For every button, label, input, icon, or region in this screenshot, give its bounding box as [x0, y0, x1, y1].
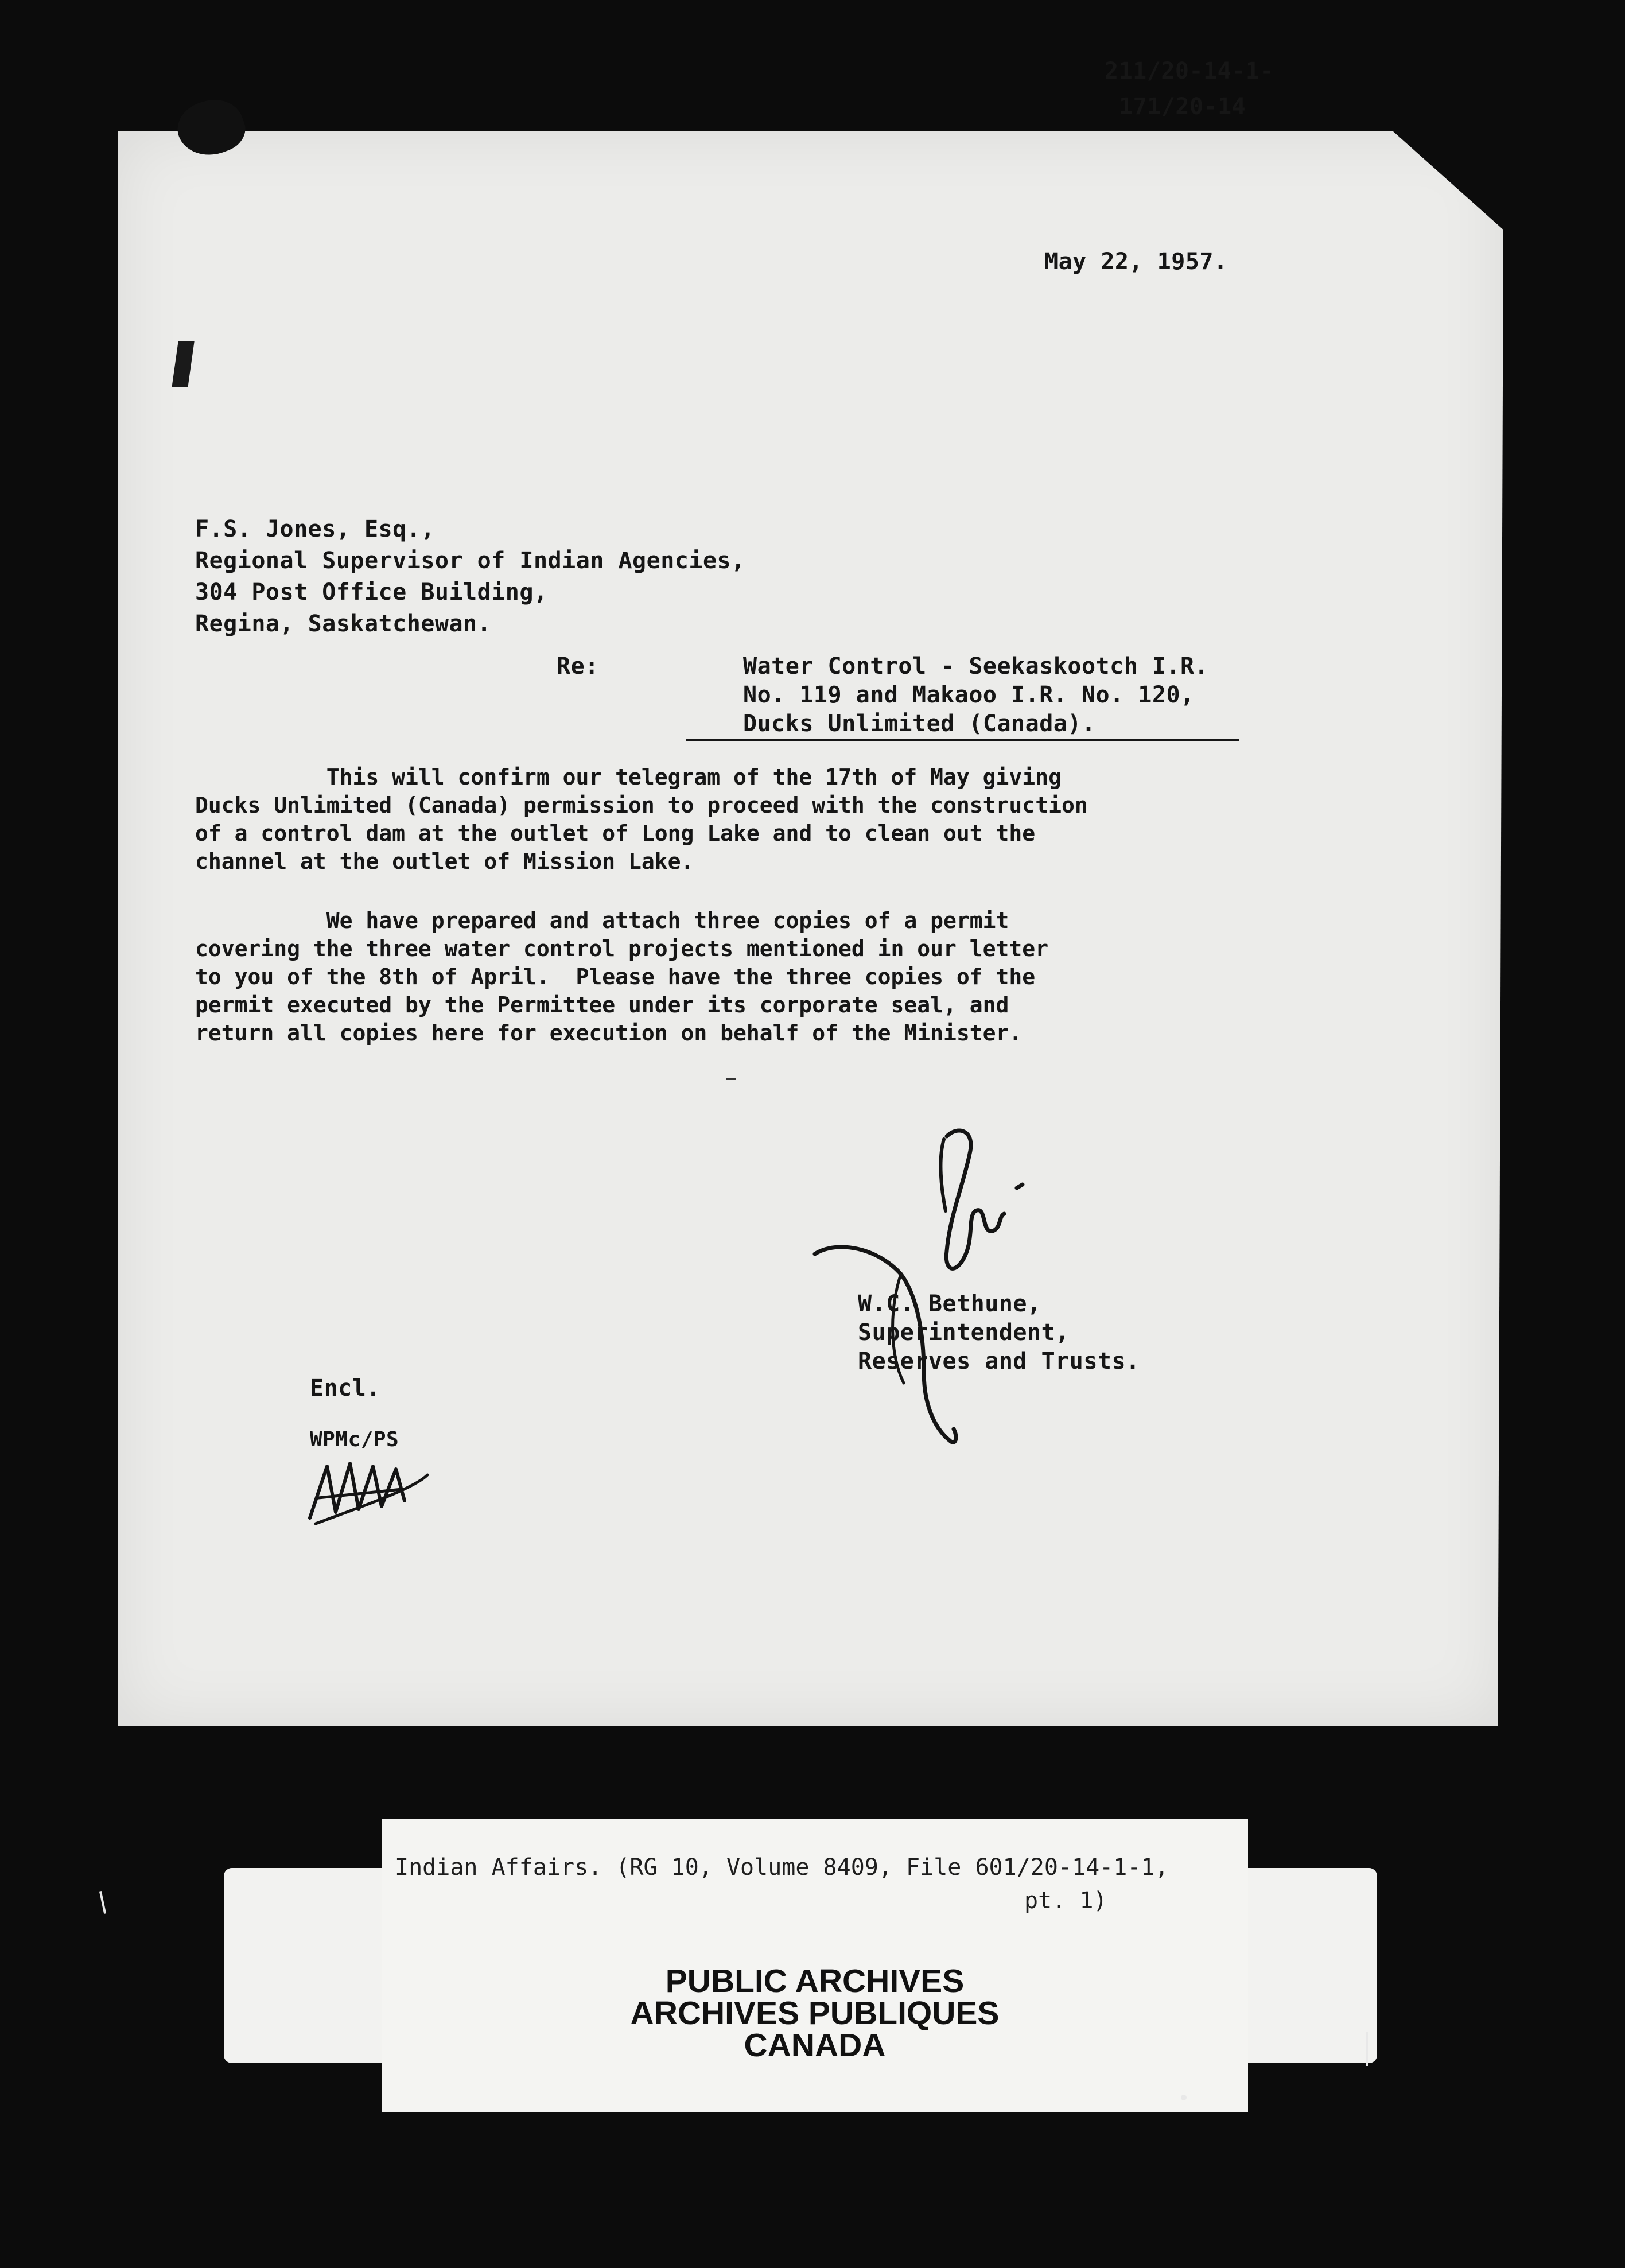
- subject-underline: [686, 739, 1239, 741]
- archives-heading-fr: ARCHIVES PUBLIQUES: [630, 1995, 1000, 2032]
- file-reference-1: 211/20-14-1-: [1105, 58, 1274, 84]
- film-speck: [99, 1891, 106, 1914]
- signatory-department: Reserves and Trusts.: [858, 1348, 1140, 1374]
- archives-heading-country: CANADA: [744, 2027, 886, 2064]
- paragraph-line: return all copies here for execution on behalf of the Minister.: [195, 1020, 1023, 1046]
- film-speck: [1366, 2032, 1368, 2066]
- film-speck: [1181, 2095, 1187, 2100]
- archive-reference-continued: pt. 1): [1024, 1888, 1107, 1914]
- recipient-name: F.S. Jones, Esq.,: [195, 516, 435, 542]
- subject-line: Ducks Unlimited (Canada).: [743, 710, 1096, 737]
- stray-mark: [726, 1078, 736, 1080]
- paragraph-line: channel at the outlet of Mission Lake.: [195, 849, 694, 874]
- letter-date: May 22, 1957.: [1044, 248, 1228, 275]
- body-paragraph-2: [195, 907, 1285, 1047]
- subject-line: Water Control - Seekaskootch I.R.: [743, 653, 1209, 679]
- paragraph-line: of a control dam at the outlet of Long Lake and to clean out the: [195, 821, 1036, 846]
- subject-label: Re:: [557, 653, 599, 679]
- signatory-name: W.C. Bethune,: [858, 1291, 1041, 1317]
- recipient-title: Regional Supervisor of Indian Agencies,: [195, 547, 745, 574]
- recipient-address: 304 Post Office Building,: [195, 579, 548, 605]
- subject-line: No. 119 and Makaoo I.R. No. 120,: [743, 682, 1195, 708]
- typist-initials: WPMc/PS: [310, 1428, 399, 1451]
- file-reference-2: 171/20-14: [1119, 94, 1246, 120]
- paragraph-line: We have prepared and attach three copies of a permit: [195, 908, 1009, 933]
- paragraph-line: permit executed by the Permittee under its corporate seal, and: [195, 992, 1009, 1018]
- archive-reference: Indian Affairs. (RG 10, Volume 8409, File 601/20-14-1-1,: [395, 1854, 1169, 1881]
- paragraph-line: Ducks Unlimited (Canada) permission to proceed with the construction: [195, 793, 1088, 818]
- body-paragraph-1: [195, 763, 1285, 876]
- signatory-title: Superintendent,: [858, 1319, 1070, 1346]
- paragraph-line: This will confirm our telegram of the 17th of May giving: [195, 764, 1062, 790]
- handwritten-initials: [304, 1443, 493, 1541]
- archives-heading-en: PUBLIC ARCHIVES: [665, 1963, 965, 1999]
- enclosure-note: Encl.: [310, 1375, 380, 1401]
- paragraph-line: covering the three water control projects mentioned in our letter: [195, 936, 1049, 961]
- recipient-city: Regina, Saskatchewan.: [195, 611, 492, 637]
- paragraph-line: to you of the 8th of April. Please have the three copies of the: [195, 964, 1036, 989]
